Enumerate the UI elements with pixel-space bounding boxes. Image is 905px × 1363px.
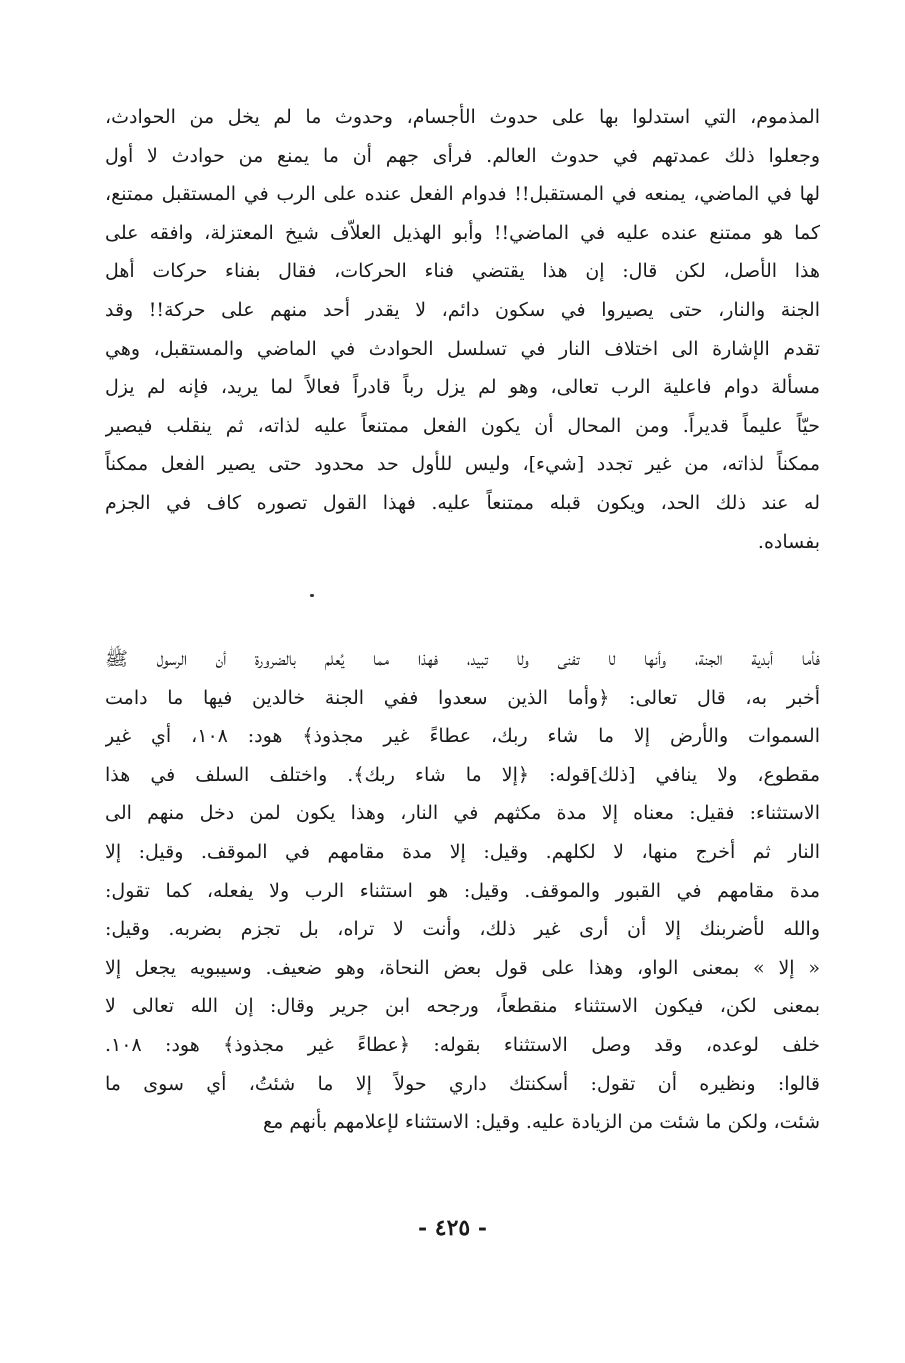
text-line: وجعلوا ذلك عمدتهم في حدوث العالم. فرأى جهم أن ما يمنع من حوادث لا أول bbox=[105, 144, 820, 167]
text-line: والله لأضربنك إلا أن أرى غير ذلك، وأنت لا تراه، بل تجزم بضربه. وقيل: bbox=[105, 918, 820, 941]
text-line: السموات والأرض إلا ما شاء ربك، عطاءً غير مجذوذ﴾ هود: ١٠٨، أي غير bbox=[105, 725, 820, 748]
text-line: تقدم الإشارة الى اختلاف النار في تسلسل الحوادث في الماضي والمستقبل، وهي bbox=[105, 337, 820, 360]
text-line: مقطوع، ولا ينافي [ذلك]قوله: ﴿إلا ما شاء ربك﴾. واختلف السلف في هذا bbox=[105, 763, 820, 786]
text-line: بفساده. bbox=[757, 530, 820, 553]
text-line: مدة مقامهم في القبور والموقف. وقيل: هو استثناء الرب ولا يفعله، كما تقول: bbox=[105, 879, 820, 902]
text-line: كما هو ممتنع عنده عليه في الماضي!! وأبو الهذيل العلاّف شيخ المعتزلة، وافقه على bbox=[105, 221, 820, 244]
page-number: - ٤٢٥ - bbox=[417, 1215, 488, 1241]
text-line: هذا الأصل، لكن قال: إن هذا يقتضي فناء الحركات، فقال بفناء حركات أهل bbox=[105, 260, 820, 283]
text-line: حيّاً عليماً قديراً. ومن المحال أن يكون الفعل ممتنعاً عليه لذاته، ثم ينقلب فيصير bbox=[105, 414, 820, 437]
text-line: أخبر به، قال تعالى: ﴿وأما الذين سعدوا ففي الجنة خالدين فيها ما دامت bbox=[105, 686, 820, 709]
ink-speck bbox=[310, 594, 314, 597]
text-line: الجنة والنار، حتى يصيروا في سكون دائم، لا يقدر أحد منهم على حركة!! وقد bbox=[105, 298, 820, 321]
text-line: مسألة دوام فاعلية الرب تعالى، وهو لم يزل رباً قادراً فعالاً لما يريد، فإنه لم يزل bbox=[105, 376, 820, 399]
text-line: الاستثناء: فقيل: معناه إلا مدة مكثهم في النار، وهذا يكون لمن دخل منهم الى bbox=[105, 802, 820, 825]
text-line: ممكناً لذاته، من غير تجدد [شيء]، وليس للأول حد محدود حتى يصير الفعل ممكناً bbox=[105, 453, 820, 476]
text-line: قالوا: ونظيره أن تقول: أسكنتك داري حولاً إلا ما شئتُ، أي سوى ما bbox=[105, 1072, 820, 1095]
text-line: المذموم، التي استدلوا بها على حدوث الأجسام، وحدوث ما لم يخل من الحوادث، bbox=[105, 106, 820, 128]
text-line: النار ثم أخرج منها، لا لكلهم. وقيل: إلا مدة مقامهم في الموقف. وقيل: إلا bbox=[105, 840, 820, 863]
text-line: فأما أبدية الجنة، وأنها لا تفنى ولا تبيد، فهذا مما يُعلم بالضرورة أن الرسول ﷺ bbox=[105, 648, 820, 670]
paragraph-1 bbox=[105, 98, 820, 561]
text-line: خلف لوعده، وقد وصل الاستثناء بقوله: ﴿عطاءً غير مجذوذ﴾ هود: ١٠٨. bbox=[105, 1033, 820, 1056]
text-line: لها في الماضي، يمنعه في المستقبل!! فدوام الفعل عنده على الرب في المستقبل ممتنع، bbox=[105, 183, 820, 206]
text-line: له عند ذلك الحد، ويكون قبله ممتنعاً عليه. فهذا القول تصوره كاف في الجزم bbox=[105, 491, 820, 514]
text-line: « إلا » بمعنى الواو، وهذا على قول بعض النحاة، وهو ضعيف. وسيبويه يجعل إلا bbox=[105, 956, 820, 979]
text-line: بمعنى لكن، فيكون الاستثناء منقطعاً، ورجحه ابن جرير وقال: إن الله تعالى لا bbox=[105, 995, 820, 1018]
text-line: شئت، ولكن ما شئت من الزيادة عليه. وقيل: الاستثناء لإعلامهم بأنهم مع bbox=[263, 1111, 820, 1134]
paragraph-2 bbox=[105, 640, 820, 1142]
